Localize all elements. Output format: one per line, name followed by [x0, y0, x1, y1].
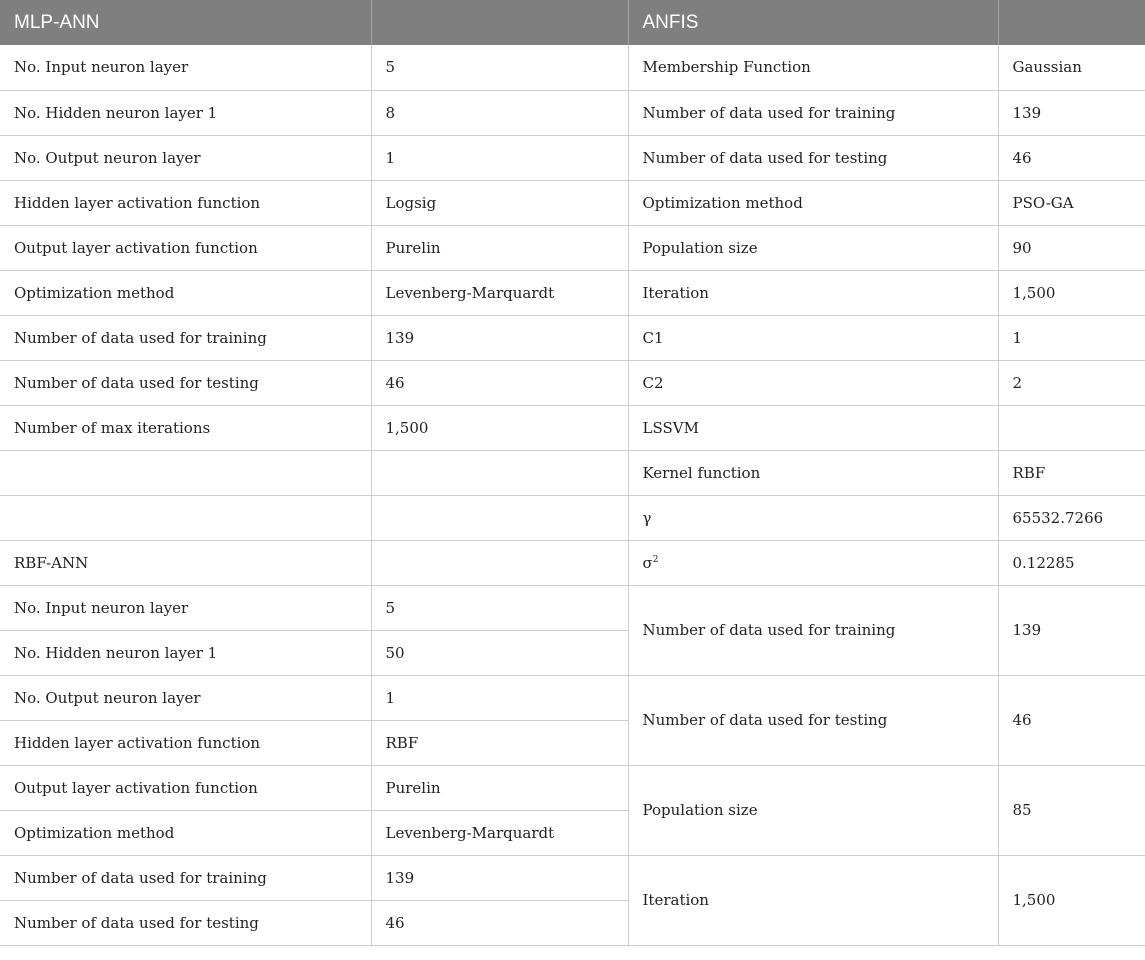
- header-blank-2: [998, 0, 1145, 45]
- empty-cell: [998, 405, 1145, 450]
- anfis-param-value: 1,500: [998, 270, 1145, 315]
- lssvm-section-title: LSSVM: [628, 405, 998, 450]
- lssvm-param-value: 1,500: [998, 855, 1145, 945]
- table-row: [0, 315, 1145, 360]
- mlp-param-value: 46: [371, 360, 628, 405]
- lssvm-param-label: Number of data used for training: [628, 585, 998, 675]
- mlp-param-value: 5: [371, 45, 628, 90]
- table-row: [0, 180, 1145, 225]
- anfis-param-label: Number of data used for testing: [628, 135, 998, 180]
- rbf-param-label: Number of data used for testing: [0, 900, 371, 945]
- table-row: [0, 450, 1145, 495]
- rbf-param-label: No. Output neuron layer: [0, 675, 371, 720]
- rbf-ann-section-title: RBF-ANN: [0, 540, 371, 585]
- rbf-param-label: No. Hidden neuron layer 1: [0, 630, 371, 675]
- table-row: [0, 135, 1145, 180]
- mlp-ann-header: MLP-ANN: [0, 0, 371, 45]
- mlp-param-value: 1: [371, 135, 628, 180]
- lssvm-param-label: [628, 540, 998, 585]
- anfis-param-value: 2: [998, 360, 1145, 405]
- rbf-param-value: 1: [371, 675, 628, 720]
- mlp-param-label: Number of data used for training: [0, 315, 371, 360]
- rbf-param-value: Levenberg-Marquardt: [371, 810, 628, 855]
- anfis-param-label: C2: [628, 360, 998, 405]
- table-row: [0, 225, 1145, 270]
- mlp-param-value: 1,500: [371, 405, 628, 450]
- mlp-param-value: 8: [371, 90, 628, 135]
- empty-cell: [371, 450, 628, 495]
- rbf-param-label: Optimization method: [0, 810, 371, 855]
- table-row: [0, 765, 1145, 810]
- anfis-param-value: 139: [998, 90, 1145, 135]
- lssvm-param-label: Population size: [628, 765, 998, 855]
- mlp-param-value: Purelin: [371, 225, 628, 270]
- mlp-param-label: No. Output neuron layer: [0, 135, 371, 180]
- rbf-param-value: 5: [371, 585, 628, 630]
- table-row: [0, 360, 1145, 405]
- anfis-param-value: 1: [998, 315, 1145, 360]
- lssvm-param-value: 46: [998, 675, 1145, 765]
- lssvm-param-value: 0.12285: [998, 540, 1145, 585]
- mlp-param-label: Output layer activation function: [0, 225, 371, 270]
- rbf-param-value: 46: [371, 900, 628, 945]
- anfis-param-value: Gaussian: [998, 45, 1145, 90]
- table-row: [0, 270, 1145, 315]
- anfis-param-value: PSO-GA: [998, 180, 1145, 225]
- header-blank-1: [371, 0, 628, 45]
- empty-cell: [0, 495, 371, 540]
- anfis-param-label: C1: [628, 315, 998, 360]
- anfis-param-label: Membership Function: [628, 45, 998, 90]
- anfis-param-label: Optimization method: [628, 180, 998, 225]
- anfis-param-label: Population size: [628, 225, 998, 270]
- table-row: [0, 855, 1145, 900]
- table-row: [0, 90, 1145, 135]
- mlp-param-label: Optimization method: [0, 270, 371, 315]
- table-row: [0, 405, 1145, 450]
- lssvm-param-value: 139: [998, 585, 1145, 675]
- rbf-param-label: Number of data used for training: [0, 855, 371, 900]
- anfis-param-label: Iteration: [628, 270, 998, 315]
- header-row: [0, 0, 1145, 45]
- empty-cell: [0, 450, 371, 495]
- rbf-param-label: Hidden layer activation function: [0, 720, 371, 765]
- superscript-two: 2: [652, 554, 659, 565]
- mlp-param-value: Levenberg-Marquardt: [371, 270, 628, 315]
- anfis-param-value: 90: [998, 225, 1145, 270]
- table-row: [0, 585, 1145, 630]
- table-row: [0, 675, 1145, 720]
- rbf-param-label: Output layer activation function: [0, 765, 371, 810]
- empty-cell: [371, 495, 628, 540]
- rbf-param-value: Purelin: [371, 765, 628, 810]
- rbf-param-value: 139: [371, 855, 628, 900]
- mlp-param-label: No. Input neuron layer: [0, 45, 371, 90]
- mlp-param-label: No. Hidden neuron layer 1: [0, 90, 371, 135]
- table-row: [0, 495, 1145, 540]
- mlp-param-value: Logsig: [371, 180, 628, 225]
- mlp-param-label: Hidden layer activation function: [0, 180, 371, 225]
- lssvm-param-label: Kernel function: [628, 450, 998, 495]
- anfis-param-value: 46: [998, 135, 1145, 180]
- rbf-param-value: 50: [371, 630, 628, 675]
- lssvm-param-value: 65532.7266: [998, 495, 1145, 540]
- sigma-symbol: σ: [642, 553, 653, 572]
- rbf-param-value: RBF: [371, 720, 628, 765]
- anfis-header: ANFIS: [628, 0, 998, 45]
- table-row: [0, 540, 1145, 585]
- table-row: [0, 45, 1145, 90]
- mlp-param-value: 139: [371, 315, 628, 360]
- anfis-param-label: Number of data used for training: [628, 90, 998, 135]
- lssvm-param-label: Number of data used for testing: [628, 675, 998, 765]
- lssvm-param-value: 85: [998, 765, 1145, 855]
- rbf-param-label: No. Input neuron layer: [0, 585, 371, 630]
- lssvm-param-label: Iteration: [628, 855, 998, 945]
- lssvm-param-value: RBF: [998, 450, 1145, 495]
- mlp-param-label: Number of data used for testing: [0, 360, 371, 405]
- empty-cell: [371, 540, 628, 585]
- mlp-param-label: Number of max iterations: [0, 405, 371, 450]
- lssvm-param-label: γ: [628, 495, 998, 540]
